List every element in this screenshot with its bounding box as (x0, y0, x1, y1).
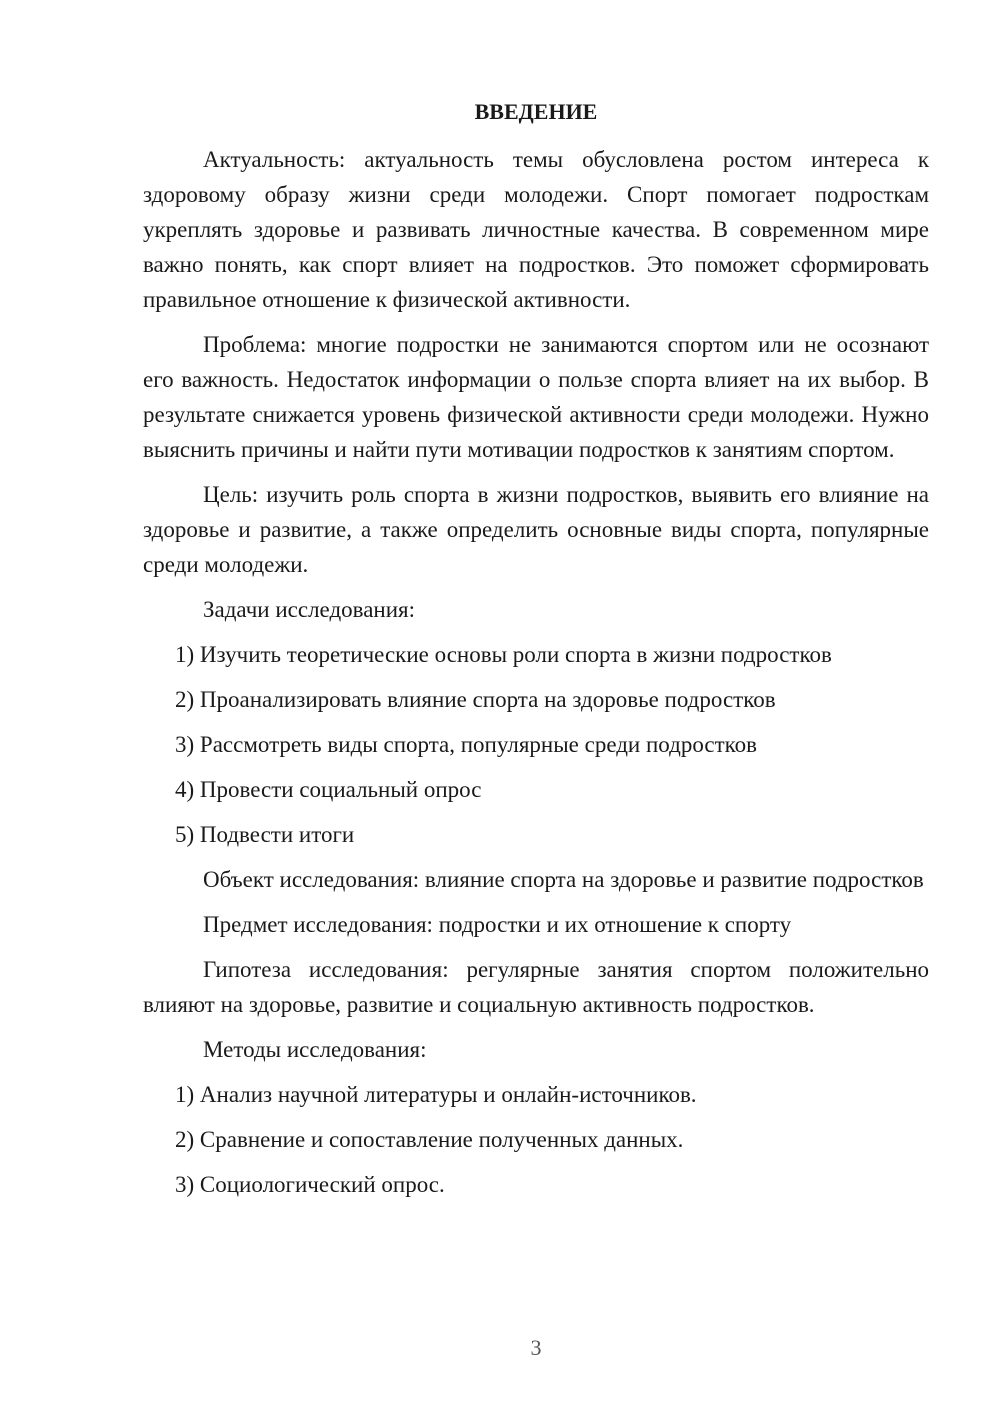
method-item-1: 1) Анализ научной литературы и онлайн-источников. (175, 1082, 697, 1107)
page-title: ВВЕДЕНИЕ (474, 99, 598, 124)
subject-paragraph: Предмет исследования: подростки и их отношение к спорту (203, 912, 792, 937)
task-item-2: 2) Проанализировать влияние спорта на здоровье подростков (175, 687, 776, 712)
methods-list (143, 1077, 929, 1202)
task-item-5: 5) Подвести итоги (175, 822, 355, 847)
task-item-4: 4) Провести социальный опрос (175, 777, 482, 802)
page-content (143, 142, 929, 1212)
page-number: 3 (530, 1335, 542, 1360)
task-item-1: 1) Изучить теоретические основы роли спорта в жизни подростков (175, 642, 832, 667)
task-item-3: 3) Рассмотреть виды спорта, популярные среди подростков (175, 732, 758, 757)
problem-paragraph: Проблема: многие подростки не занимаются спортом или не осознают его важность. Недостаток информации о пользе спорта влияет на их выбор. В результате снижается уровень физической активности среди молодежи. Нужно выяснить причины и найти пути мотивации подростков к занятиям спортом. (143, 332, 929, 462)
relevance-paragraph: Актуальность: актуальность темы обусловлена ростом интереса к здоровому образу жизни среди молодежи. Спорт помогает подросткам укреплять здоровье и развивать личностные качества. В современном мире важно понять, как спорт влияет на подростков. Это поможет сформировать правильное отношение к физической активности. (143, 147, 929, 312)
methods-heading: Методы исследования: (203, 1037, 427, 1062)
method-item-2: 2) Сравнение и сопоставление полученных данных. (175, 1127, 684, 1152)
method-item-3: 3) Социологический опрос. (175, 1172, 445, 1197)
tasks-heading: Задачи исследования: (203, 597, 416, 622)
hypothesis-paragraph: Гипотеза исследования: регулярные занятия спортом положительно влияют на здоровье, развитие и социальную активность подростков. (143, 957, 929, 1017)
tasks-list (143, 637, 929, 852)
object-paragraph: Объект исследования: влияние спорта на здоровье и развитие подростков (203, 867, 924, 892)
goal-paragraph: Цель: изучить роль спорта в жизни подростков, выявить его влияние на здоровье и развитие, а также определить основные виды спорта, популярные среди молодежи. (143, 482, 929, 577)
